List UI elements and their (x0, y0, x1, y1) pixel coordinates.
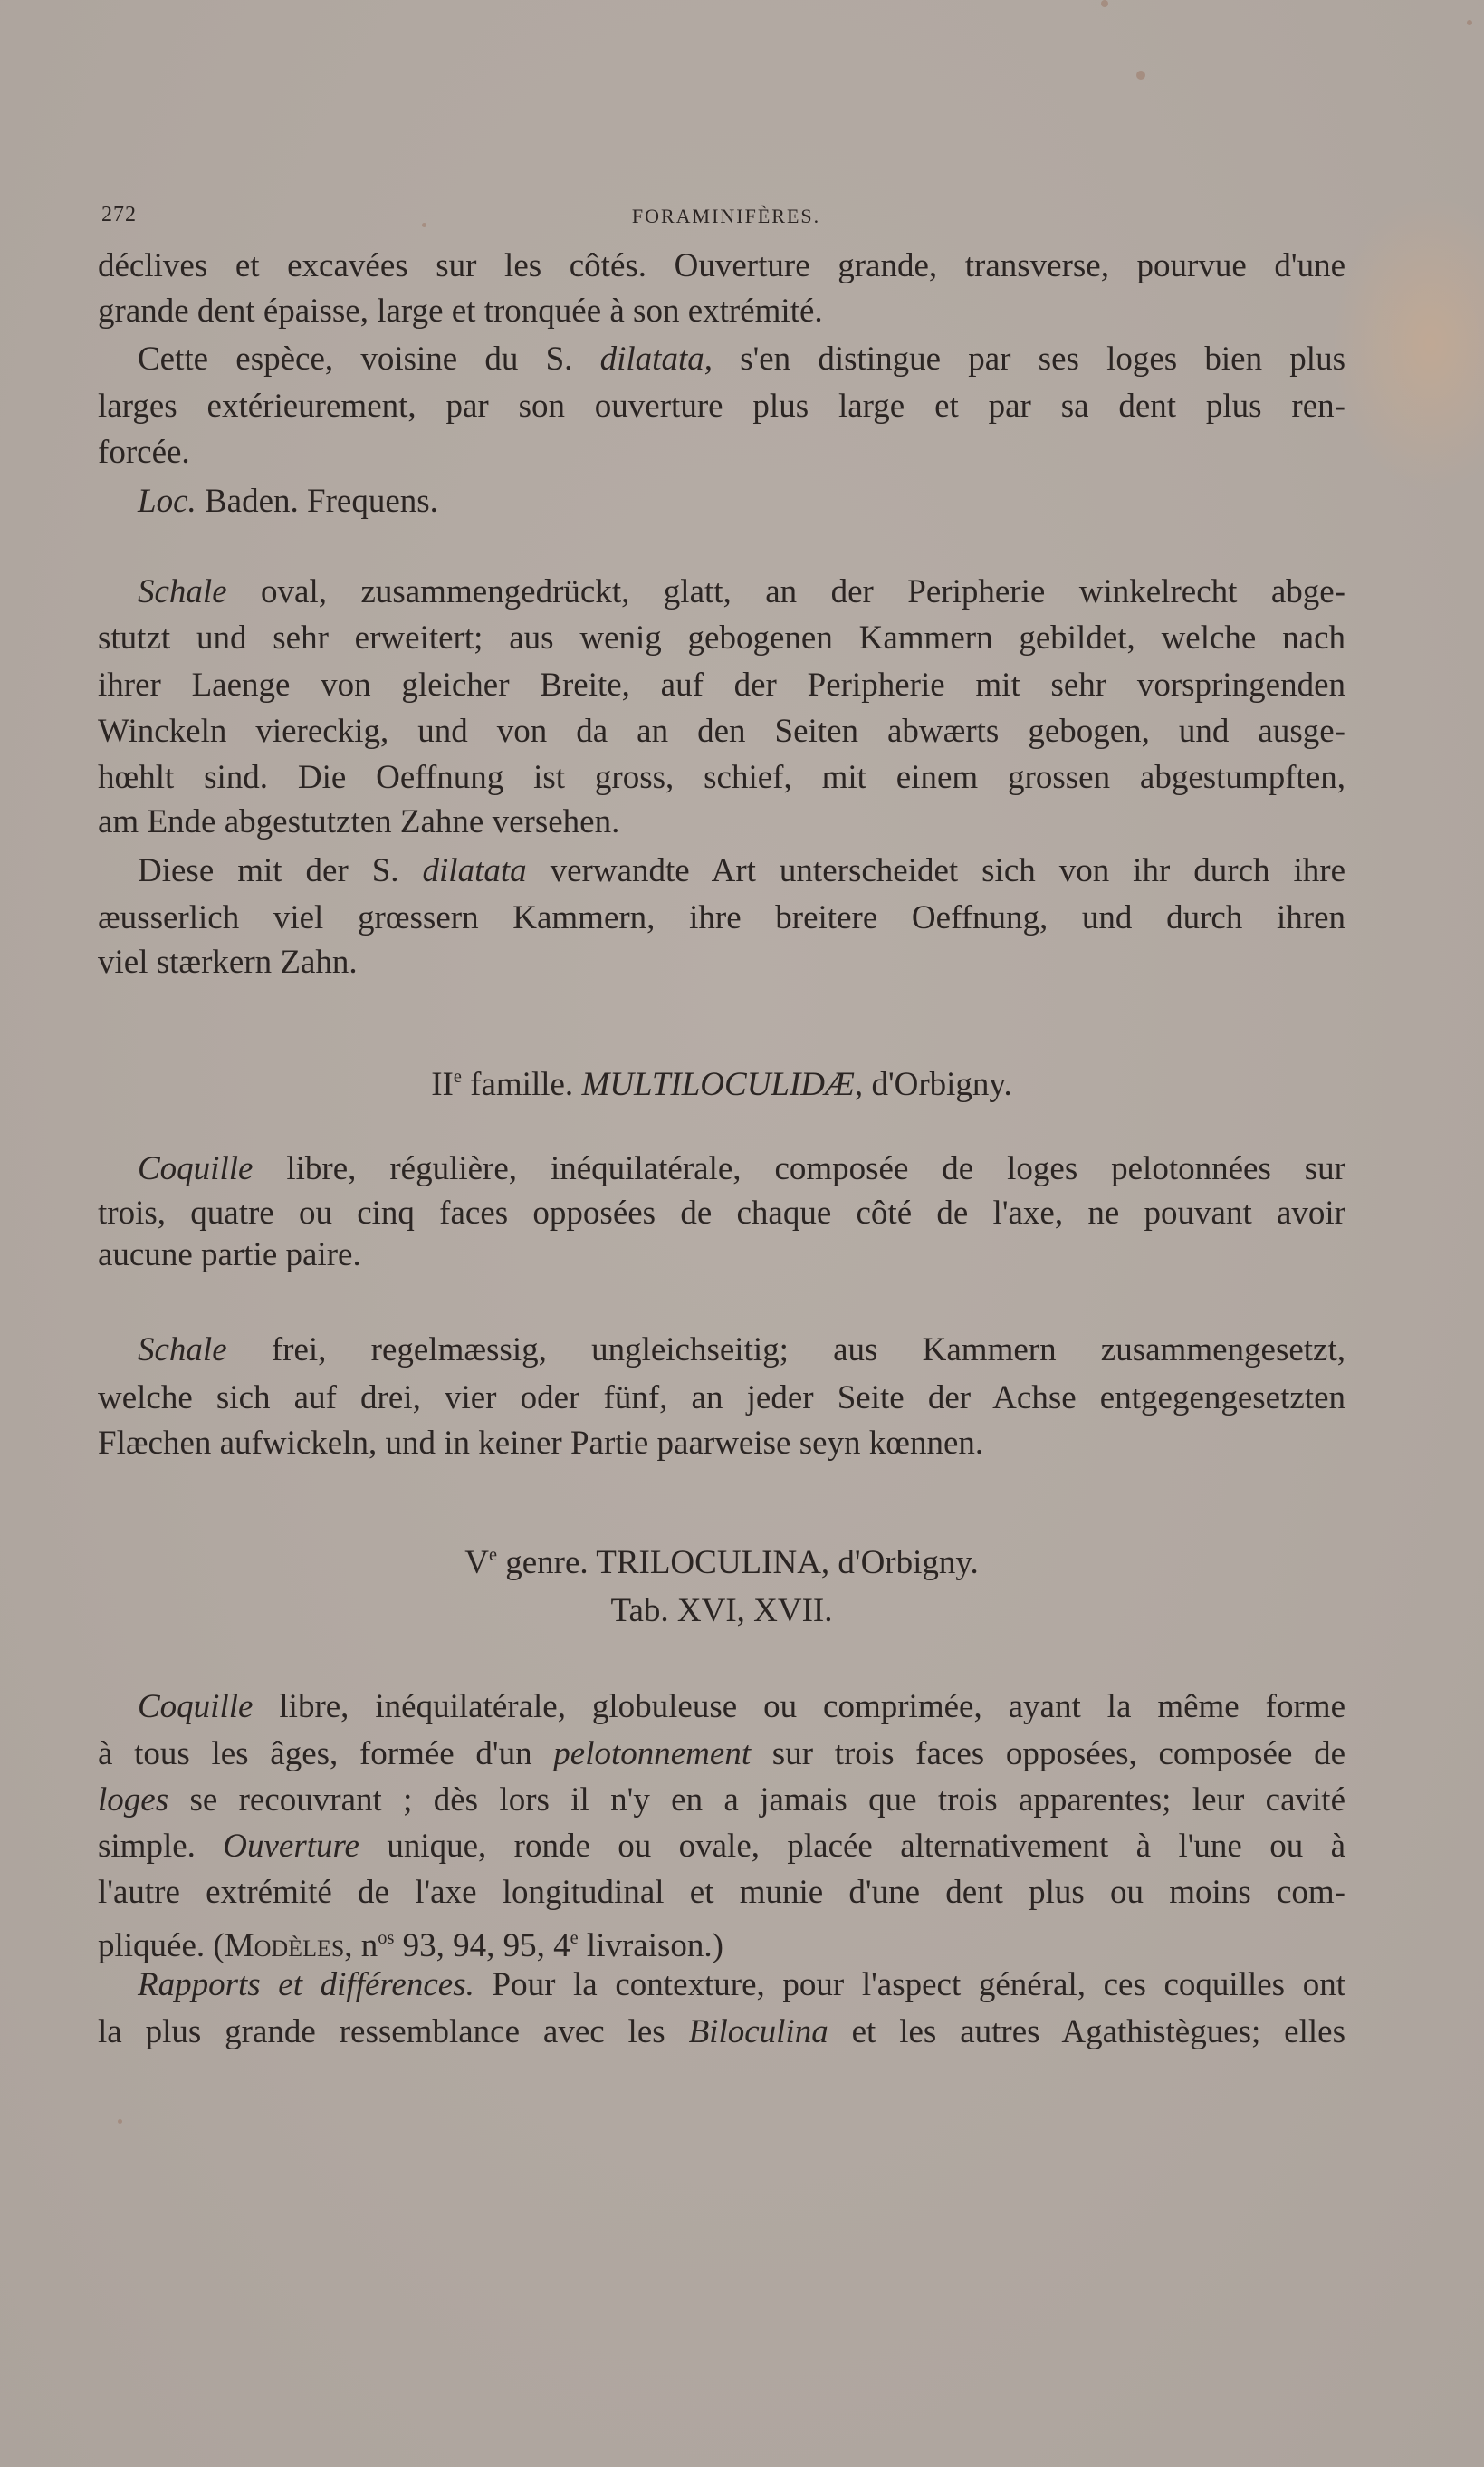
text-span: oval, zusammengedrückt, glatt, an der Peripherie winkelrecht abge- (226, 573, 1345, 610)
text-line (98, 572, 1345, 612)
text-line (98, 246, 1345, 286)
text-line (98, 943, 1345, 983)
running-title: FORAMINIFÈRES. (631, 205, 821, 227)
text-line (98, 1965, 1345, 2005)
text-span: simple. (98, 1828, 224, 1865)
text-line (98, 482, 1345, 522)
text-span: déclives et excavées sur les côtés. Ouverture grande, transverse, pourvue d'une (98, 247, 1345, 284)
text-line (98, 1781, 1345, 1820)
text-span: 93, 94, 95, 4 (394, 1927, 570, 1965)
genus-name: Biloculina (688, 2013, 828, 2050)
text-span: ihrer Laenge von gleicher Breite, auf der Peripherie mit sehr vorspringenden (98, 667, 1345, 704)
family-name: MULTILOCULIDÆ, (581, 1066, 864, 1104)
text-span: æusserlich viel grœssern Kammern, ihre breitere Oeffnung, und durch ihren (98, 899, 1345, 936)
text-line (98, 292, 1345, 331)
text-span: à tous les âges, formée d'un (98, 1735, 554, 1772)
family-heading (98, 1057, 1345, 1105)
text-line (98, 2012, 1345, 2052)
text-span: pliquée. ( (98, 1927, 225, 1965)
text-span: famille. (461, 1066, 582, 1104)
text-span: verwandte Art unterscheidet sich von ihr durch ihre (526, 852, 1345, 889)
superscript: os (378, 1928, 395, 1948)
text-line (98, 619, 1345, 658)
locality-label: Loc. (138, 483, 196, 520)
text-span: hœhlt sind. Die Oeffnung ist gross, schief, mit einem grossen abgestumpften, (98, 759, 1345, 796)
term-label: Schale (138, 1331, 227, 1368)
term-label: loges (98, 1781, 169, 1819)
text-line (98, 433, 1345, 473)
text-span: viel stærkern Zahn. (98, 944, 358, 981)
running-header (101, 203, 1351, 230)
text-span: Baden. Frequens. (196, 483, 438, 520)
text-span: , n (344, 1927, 378, 1965)
ordinal-suffix: e (453, 1067, 462, 1087)
text-span: larges extérieurement, par son ouverture plus large et par sa dent plus ren- (98, 388, 1345, 425)
text-span: Diese mit der S. (138, 852, 423, 889)
text-span: d'Orbigny. (863, 1066, 1012, 1104)
text-span: grande dent épaisse, large et tronquée à son extrémité. (98, 293, 823, 330)
text-span: l'autre extrémité de l'axe longitudinal et munie d'une dent plus ou moins com- (98, 1874, 1345, 1911)
text-span: V (464, 1544, 489, 1582)
text-span: aucune partie paire. (98, 1236, 361, 1273)
text-line (98, 1235, 1345, 1275)
text-span: II (431, 1066, 454, 1104)
term-label: pelotonnement (553, 1735, 752, 1772)
text-span: frei, regelmæssig, ungleichseitig; aus Kammern zusammengesetzt, (226, 1331, 1345, 1368)
paper-speck (118, 2119, 122, 2124)
text-line (98, 758, 1345, 798)
plate-reference (98, 1591, 1345, 1631)
text-line (98, 1827, 1345, 1867)
text-line (98, 898, 1345, 938)
text-line (98, 1194, 1345, 1234)
text-span: Flæchen aufwickeln, und in keiner Partie paarweise seyn kœnnen. (98, 1425, 984, 1462)
term-label: Ouverture (223, 1828, 359, 1865)
text-span: et les autres Agathistègues; elles (828, 2013, 1345, 2050)
text-span: la plus grande ressemblance avec les (98, 2013, 689, 2050)
text-line (98, 802, 1345, 842)
text-line (98, 1873, 1345, 1913)
text-line (98, 340, 1345, 379)
text-line (98, 1687, 1345, 1727)
text-line (98, 1378, 1345, 1418)
term-label: Schale (138, 573, 227, 610)
text-span: Cette espèce, voisine du S. (138, 341, 600, 378)
text-line (98, 387, 1345, 427)
text-span: Tab. XVI, XVII. (610, 1592, 833, 1629)
text-line (98, 666, 1345, 706)
text-line (98, 1734, 1345, 1774)
text-span: sur trois faces opposées, composée de (751, 1735, 1345, 1772)
text-span: livraison.) (578, 1927, 723, 1965)
species-name: dilatata, (599, 341, 713, 378)
text-span: Pour la contexture, pour l'aspect général, ces coquilles ont (474, 1966, 1345, 2003)
text-line (98, 1330, 1345, 1370)
ordinal-suffix: e (488, 1545, 497, 1565)
text-span: stutzt und sehr erweitert; aus wenig gebogenen Kammern gebildet, welche nach (98, 619, 1345, 657)
text-span: Winckeln viereckig, und von da an den Seiten abwærts gebogen, und ausge- (98, 713, 1345, 750)
text-span: trois, quatre ou cinq faces opposées de chaque côté de l'axe, ne pouvant avoir (98, 1195, 1345, 1232)
page-number: 272 (101, 203, 137, 226)
text-span: libre, régulière, inéquilatérale, composée de loges pelotonnées sur (253, 1150, 1345, 1187)
paper-speck (1136, 71, 1145, 80)
genus-heading (98, 1535, 1345, 1583)
text-span: welche sich auf drei, vier oder fünf, an jeder Seite der Achse entgegengesetzten (98, 1379, 1345, 1416)
text-span: genre. TRILOCULINA, d'Orbigny. (496, 1544, 979, 1582)
text-span: libre, inéquilatérale, globuleuse ou comprimée, ayant la même forme (253, 1688, 1345, 1725)
paper-speck (1101, 0, 1108, 7)
term-label: Coquille (138, 1688, 254, 1725)
text-span: se recouvrant ; dès lors il n'y en a jamais que trois apparentes; leur cavité (168, 1781, 1345, 1819)
paper-speck (1467, 20, 1472, 25)
superscript: e (570, 1928, 579, 1948)
text-line (98, 1424, 1345, 1464)
text-line (98, 851, 1345, 891)
text-span: unique, ronde ou ovale, placée alternativement à l'une ou à (359, 1828, 1345, 1865)
text-span: forcée. (98, 434, 190, 471)
text-span: am Ende abgestutzten Zahne versehen. (98, 803, 620, 840)
term-label: Coquille (138, 1150, 254, 1187)
text-line (98, 1918, 1345, 1966)
species-name: dilatata (422, 852, 527, 889)
small-caps-text: Modèles (224, 1927, 345, 1965)
term-label: Rapports et différences. (138, 1966, 474, 2003)
text-span: s'en distingue par ses loges bien plus (713, 341, 1345, 378)
text-line (98, 712, 1345, 752)
text-line (98, 1149, 1345, 1189)
